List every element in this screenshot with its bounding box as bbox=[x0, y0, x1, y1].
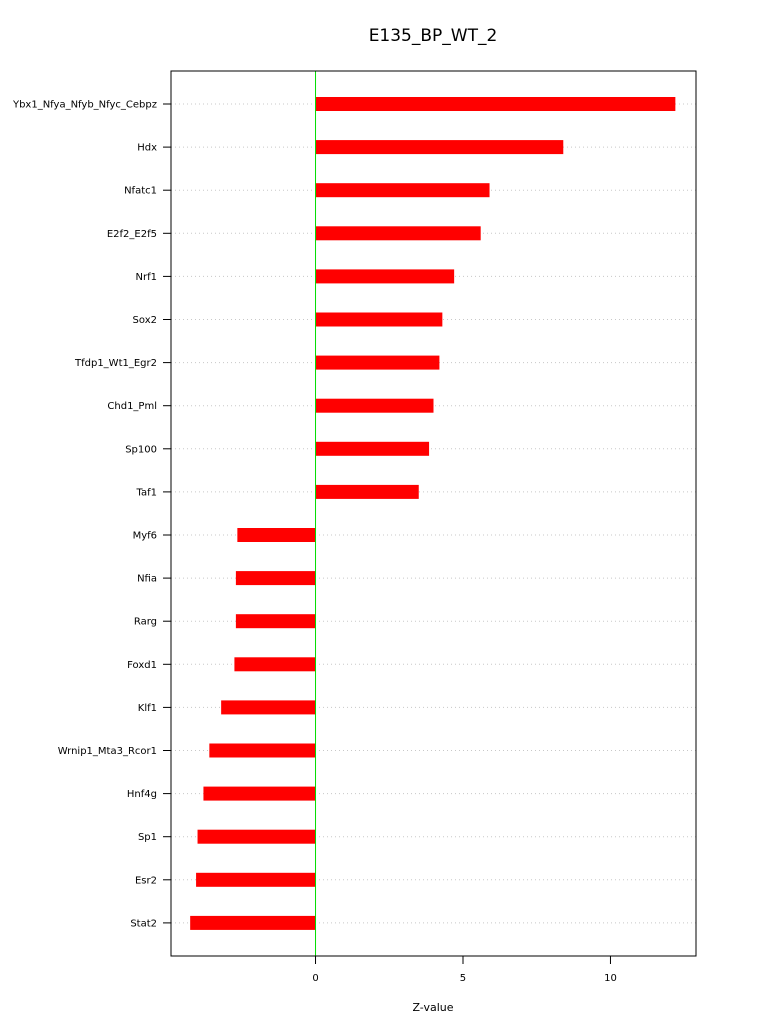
bar bbox=[316, 399, 434, 413]
y-tick-label: Nfatc1 bbox=[124, 185, 157, 197]
bar bbox=[236, 571, 316, 585]
bar bbox=[316, 485, 419, 499]
y-tick-label: Wrnip1_Mta3_Rcor1 bbox=[57, 746, 157, 757]
bar bbox=[316, 183, 490, 197]
bar bbox=[316, 140, 564, 154]
bar bbox=[316, 97, 676, 111]
x-axis-title: Z-value bbox=[412, 1001, 454, 1014]
y-tick-label: Hnf4g bbox=[126, 789, 157, 801]
y-axis-labels bbox=[12, 100, 171, 930]
y-tick-label: Foxd1 bbox=[127, 659, 157, 671]
y-tick-label: Rarg bbox=[133, 616, 157, 628]
bar bbox=[209, 744, 315, 758]
x-axis bbox=[312, 956, 616, 984]
y-tick-label: Hdx bbox=[137, 142, 157, 154]
bar bbox=[203, 787, 315, 801]
y-tick-label: E2f2_E2f5 bbox=[106, 228, 157, 240]
y-tick-label: Nrf1 bbox=[135, 271, 157, 283]
y-tick-label: Sp100 bbox=[125, 444, 157, 456]
x-tick-label: 0 bbox=[312, 973, 319, 984]
bar bbox=[198, 830, 316, 844]
y-tick-label: Klf1 bbox=[137, 702, 157, 714]
y-tick-label: Sp1 bbox=[137, 832, 157, 844]
bar bbox=[196, 873, 315, 887]
bar bbox=[190, 916, 315, 930]
bar bbox=[234, 657, 315, 671]
bar bbox=[316, 226, 481, 240]
y-tick-label: Nfia bbox=[137, 573, 157, 585]
y-tick-label: Chd1_Pml bbox=[107, 401, 157, 413]
y-tick-label: Taf1 bbox=[136, 487, 157, 499]
x-tick-label: 5 bbox=[459, 973, 467, 984]
y-tick-label: Tfdp1_Wt1_Egr2 bbox=[75, 358, 157, 370]
bar bbox=[221, 700, 315, 714]
chart-title: E135_BP_WT_2 bbox=[368, 26, 498, 46]
bars bbox=[190, 97, 675, 930]
bar bbox=[237, 528, 315, 542]
y-tick-label: Myf6 bbox=[132, 530, 157, 542]
y-tick-label: Ybx1_Nfya_Nfyb_Nfyc_Cebpz bbox=[12, 99, 157, 111]
y-tick-label: Sox2 bbox=[132, 315, 157, 326]
bar bbox=[236, 614, 316, 628]
bar bbox=[316, 313, 443, 327]
x-tick-label: 10 bbox=[604, 973, 617, 984]
y-tick-label: Stat2 bbox=[130, 918, 157, 930]
bar bbox=[316, 442, 430, 456]
bar bbox=[316, 356, 440, 370]
bar bbox=[316, 269, 455, 283]
y-tick-label: Esr2 bbox=[134, 875, 157, 887]
plot-frame bbox=[171, 71, 696, 956]
